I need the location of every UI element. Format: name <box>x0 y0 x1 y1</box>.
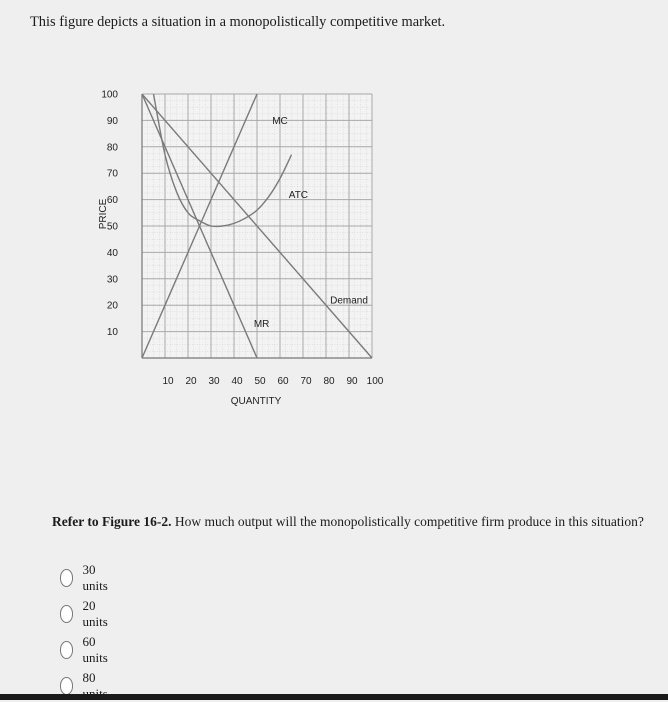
figure-reference: Refer to Figure 16-2. <box>52 514 172 529</box>
x-tick-label: 90 <box>346 376 358 387</box>
label-mr: MR <box>253 319 270 331</box>
x-tick-label: 70 <box>300 376 312 387</box>
radio-button[interactable] <box>60 641 73 659</box>
x-tick-label: 100 <box>366 376 384 387</box>
option-20-units[interactable] <box>60 598 112 630</box>
question-prompt <box>52 514 644 530</box>
x-tick-label: 60 <box>277 376 289 387</box>
x-tick-label: 50 <box>254 376 266 387</box>
radio-button[interactable] <box>60 677 73 695</box>
y-tick-label: 100 <box>101 89 118 101</box>
x-tick-label: 20 <box>185 376 197 387</box>
x-tick-label: 10 <box>162 376 174 387</box>
option-label: 60 units <box>82 634 108 665</box>
x-tick-label: 80 <box>323 376 335 387</box>
y-axis-title: PRICE <box>98 198 109 230</box>
question-text: How much output will the monopolistically competitive firm produce in this situation? <box>171 514 644 529</box>
y-tick-label: 40 <box>106 247 118 259</box>
option-30-units[interactable] <box>60 562 112 594</box>
y-tick-label: 30 <box>106 274 118 286</box>
label-atc: ATC <box>288 189 309 201</box>
y-tick-label: 90 <box>106 115 118 127</box>
label-mc: MC <box>272 115 288 127</box>
y-tick-label: 50 <box>106 221 118 233</box>
x-axis-title: QUANTITY <box>230 396 282 407</box>
y-tick-label: 60 <box>106 195 118 207</box>
radio-button[interactable] <box>60 569 73 587</box>
y-tick-label: 20 <box>106 300 118 312</box>
option-label: 80 <box>82 670 96 685</box>
option-label: 30 units <box>82 562 108 593</box>
option-label: 20 units <box>82 598 108 629</box>
x-tick-label: 30 <box>208 376 220 387</box>
x-tick-label: 40 <box>231 376 243 387</box>
y-tick-label: 80 <box>106 142 118 154</box>
question-stem: This figure depicts a situation in a monopolistically competitive market. <box>30 14 446 30</box>
radio-button[interactable] <box>60 605 73 623</box>
bottom-edge <box>0 694 668 700</box>
y-tick-label: 70 <box>106 168 118 180</box>
y-tick-label: 10 <box>106 327 118 339</box>
option-60-units[interactable] <box>60 634 112 666</box>
label-demand: Demand <box>330 295 368 307</box>
